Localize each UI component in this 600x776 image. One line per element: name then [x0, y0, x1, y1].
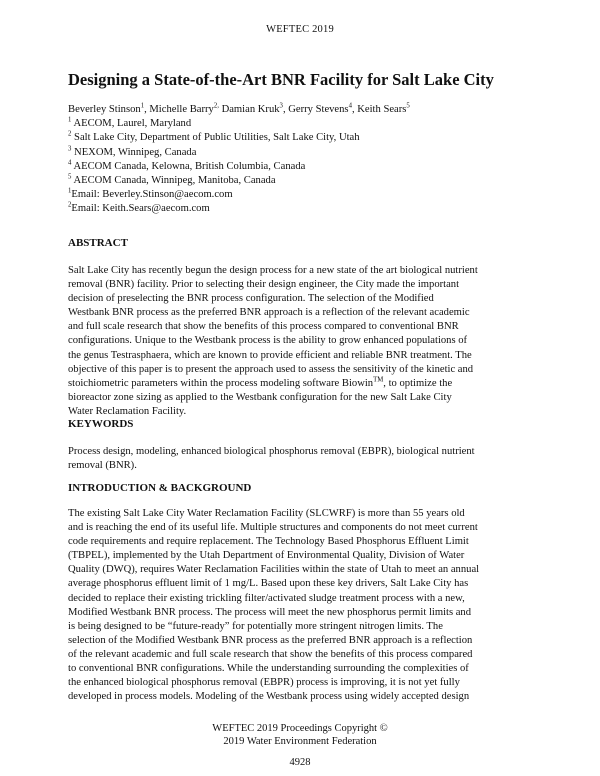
author-sup: 4: [348, 102, 352, 110]
author-name: Keith Sears: [357, 104, 407, 115]
email-link[interactable]: $^1$Email: Beverley.Stinson@aecom.com: [68, 187, 233, 201]
page-number: 4928: [289, 757, 311, 768]
abstract-paragraph: Salt Lake City has recently begun the design process for a new state of the art biological nutrient removal (BNR) facility. Prior to selecting their design engineer, the City made the important decision of preselecting the BNR process configuration. The selection of the Modified Westbank BNR process as the preferred BNR approach is a reflection of the relevant academic and full scale research that show the benefits of this process compared to conventional BNR configurations. Unique to the Westbank process is the ability to grow enhanced populations of the genus Testrasphaera, which are known to provide efficient and reliable BNR treatment. The objective of this paper is to present the approach used to assess the sensitivity of the kinetic and stoichiometric parameters within the process modeling software Biowin™, to optimize the bioreactor zone sizing as applied to the Westbank configuration for the new Salt Lake City Water Reclamation Facility.: [68, 265, 478, 417]
intro-paragraph: The existing Salt Lake City Water Reclamation Facility (SLCWRF) is more than 55 years old and is reaching the end of its useful life. Multiple structures and components do not meet current code requirements and require replacement. The Technology Based Phosphorus Effluent Limit (TBPEL), implemented by the Utah Department of Environmental Quality, Division of Water Quality (DWQ), requires Water Reclamation Facilities within the state of Utah to meet an annual average phosphorus effluent limit of 1 mg/L. Based upon these key drivers, Salt Lake City has decided to replace their existing trickling filter/activated sludge treatment process with a new, Modified Westbank BNR process. The process will meet the new phosphorus permit limits and is being designed to be “future-ready” for potentially more stringent nitrogen limits. The selection of the Modified Westbank BNR process as the preferred BNR approach is a reflection of the relevant academic and full scale research that show the benefits of this process compared to conventional BNR configurations. While the understanding surrounding the complexities of the enhanced biological phosphorus removal (EBPR) process is improving, it is not yet fully developed in process models. Modeling of the Westbank process using widely accepted design: [68, 508, 480, 703]
author-name: Michelle Barry: [149, 104, 214, 115]
author-sup: 1: [140, 102, 145, 110]
affiliation: $^1$ AECOM, Laurel, Maryland: [68, 116, 192, 130]
author-name: Beverley Stinson: [68, 104, 141, 115]
trademark-sup: TM: [373, 376, 384, 384]
keywords-heading: KEYWORDS: [68, 418, 134, 430]
author-block: [68, 103, 538, 217]
keywords-paragraph: Process design, modeling, enhanced biological phosphorus removal (EBPR), biological nutrient removal (BNR).: [68, 446, 475, 472]
email-link[interactable]: $^2$Email: Keith.Sears@aecom.com: [68, 201, 210, 215]
author-name: Gerry Stevens: [288, 104, 349, 115]
intro-heading: INTRODUCTION & BACKGROUND: [68, 482, 252, 494]
affiliation: $^4$ AECOM Canada, Kelowna, British Columbia, Canada: [68, 159, 306, 172]
author-name: Damian Kruk: [221, 104, 280, 115]
affiliation: $^3$ NEXOM, Winnipeg, Canada: [68, 145, 197, 158]
copyright-footer: WEFTEC 2019 Proceedings Copyright © 2019 Water Environment Federation: [212, 723, 388, 747]
running-header: WEFTEC 2019: [266, 24, 334, 35]
affiliation: $^2$ Salt Lake City, Department of Public Utilities, Salt Lake City, Utah: [68, 130, 360, 144]
author-sup: 3: [279, 102, 283, 110]
author-list: Beverley Stinson$^1$, Michelle Barry$^{2,}$ Damian Kruk$^3$, Gerry Stevens$^4$, Keith Sears$^5$: [68, 102, 410, 115]
abstract-heading: ABSTRACT: [68, 237, 128, 249]
author-sup: 2,: [213, 102, 219, 110]
affiliation: $^5$ AECOM Canada, Winnipeg, Manitoba, Canada: [68, 173, 276, 187]
paper-title: Designing a State-of-the-Art BNR Facility for Salt Lake City: [68, 70, 494, 89]
author-sup: 5: [406, 102, 410, 110]
